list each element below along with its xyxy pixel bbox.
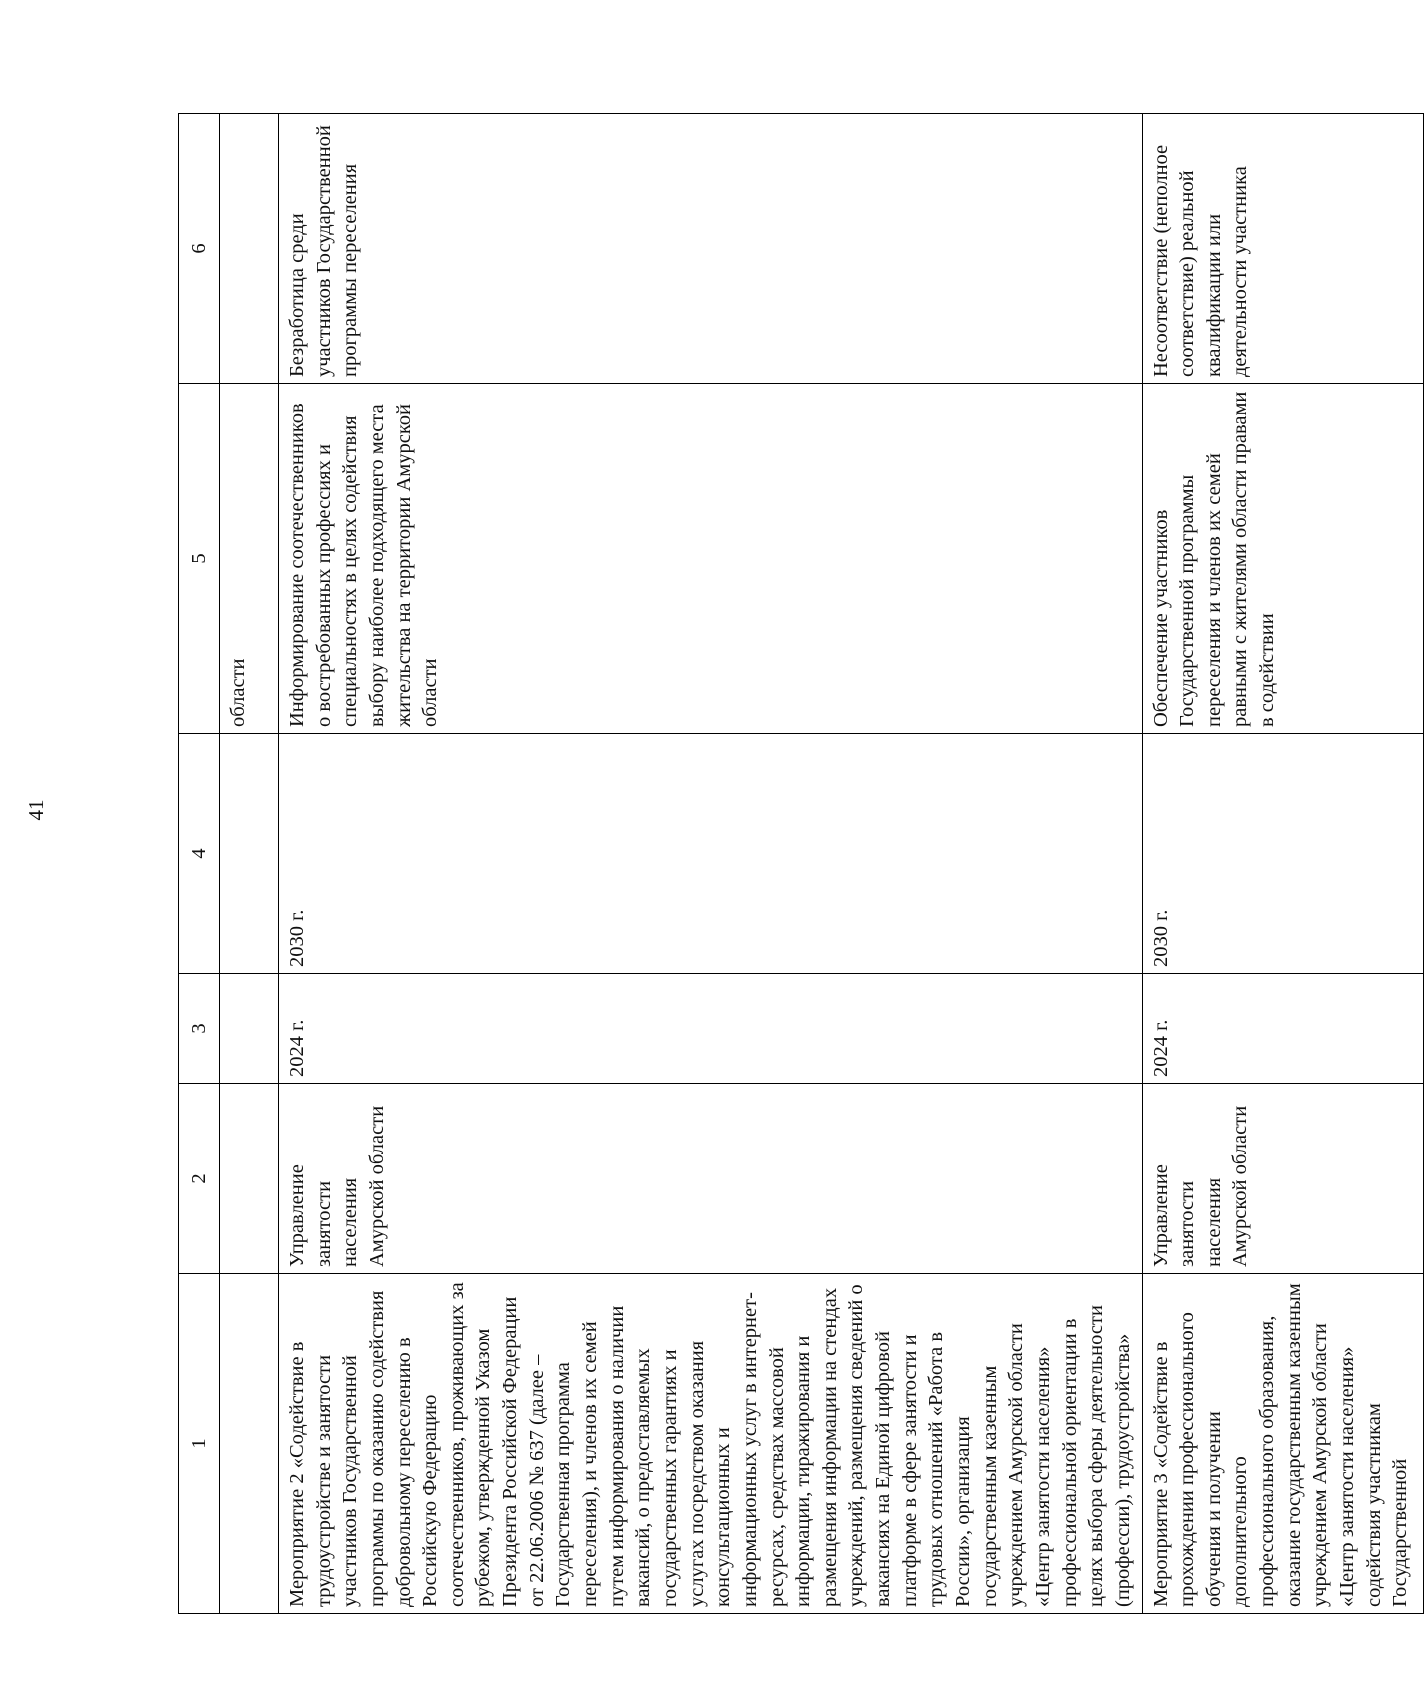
executor-text: Управление занятости населения Амурской области [1149, 1105, 1252, 1267]
column-number-2: 2 [179, 1084, 220, 1274]
start-year-text: 2024 г. [286, 1019, 308, 1077]
result-cell [1142, 384, 1423, 734]
event-text: Мероприятие 3 «Содействие в прохождении профессионального обучения и получении дополнительного профессионального образования, оказание государственным казенным учреждением Амурской области «Центр занятости населения» содействия участникам Государственной [1149, 1283, 1412, 1607]
event-text: Мероприятие 2 «Содействие в трудоустройстве и занятости участников Государственной программы по оказанию содействия добровольному переселению в Российскую Федерацию соотечественников, проживающих за рубежом, утвержденной Указом Президента Российской Федерации от 22.06.2006 № 637 (далее – Государственная программа переселения), и членов их семей путем информирования о наличии вакансий, о предоставляемых государственных гарантиях и услугах посредством оказания консультационных и информационных услуг в интернет-ресурсах, средствах массовой информации, тиражирования и размещения информации на стендах учреждений, размещения сведений о вакансиях на Единой цифровой платформе в сфере занятости и трудовых отношений «Работа в России», организация государственным казенным учреждением Амурской области «Центр занятости населения» профессиональной ориентации в целях выбора сферы деятельности (профессии), трудоустройства» [286, 1282, 1134, 1607]
result-text: Информирование соотечественников о востребованных профессиях и специальностях в целях содействия выбору наиболее подходящего места жительства на территории Амурской области [286, 403, 442, 727]
start-year-cell [1142, 974, 1423, 1084]
column-number-5: 5 [179, 384, 220, 734]
end-year-text: 2030 г. [1149, 909, 1172, 967]
end-year-cell [279, 734, 1143, 974]
continuation-cell-3 [220, 974, 279, 1084]
table-row [1142, 114, 1423, 1614]
end-year-cell [1142, 734, 1423, 974]
end-year-text: 2030 г. [286, 909, 308, 967]
executor-text: Управление занятости населения Амурской области [286, 1105, 388, 1267]
continuation-cell-1 [220, 1274, 279, 1614]
program-measures-table [178, 113, 1424, 1614]
risk-cell [279, 114, 1143, 384]
continuation-cell-6 [220, 114, 279, 384]
executor-cell [1142, 1084, 1423, 1274]
continuation-cell-2 [220, 1084, 279, 1274]
result-cell [279, 384, 1143, 734]
start-year-text: 2024 г. [1149, 1019, 1172, 1077]
column-number-row [179, 114, 220, 1614]
event-cell [279, 1274, 1143, 1614]
table-row [279, 114, 1143, 1614]
event-cell [1142, 1274, 1423, 1614]
risk-cell [1142, 114, 1423, 384]
risk-text: Безработица среди участников Государственной программы переселения [286, 125, 362, 377]
column-number-6: 6 [179, 114, 220, 384]
continuation-cell-4 [220, 734, 279, 974]
column-number-1: 1 [179, 1274, 220, 1614]
rotated-table-wrapper [178, 114, 1412, 1614]
start-year-cell [279, 974, 1143, 1084]
page-number: 41 [24, 799, 48, 821]
risk-text: Несоответствие (неполное соответствие) реальной квалификации или деятельности участника [1149, 144, 1252, 377]
column-number-4: 4 [179, 734, 220, 974]
continuation-cell-5: области [220, 384, 279, 734]
executor-cell [279, 1084, 1143, 1274]
continuation-row [220, 114, 279, 1614]
column-number-3: 3 [179, 974, 220, 1084]
result-text: Обеспечение участников Государственной программы переселения и членов их семей равными с жителями области правами в содействии [1149, 391, 1279, 727]
